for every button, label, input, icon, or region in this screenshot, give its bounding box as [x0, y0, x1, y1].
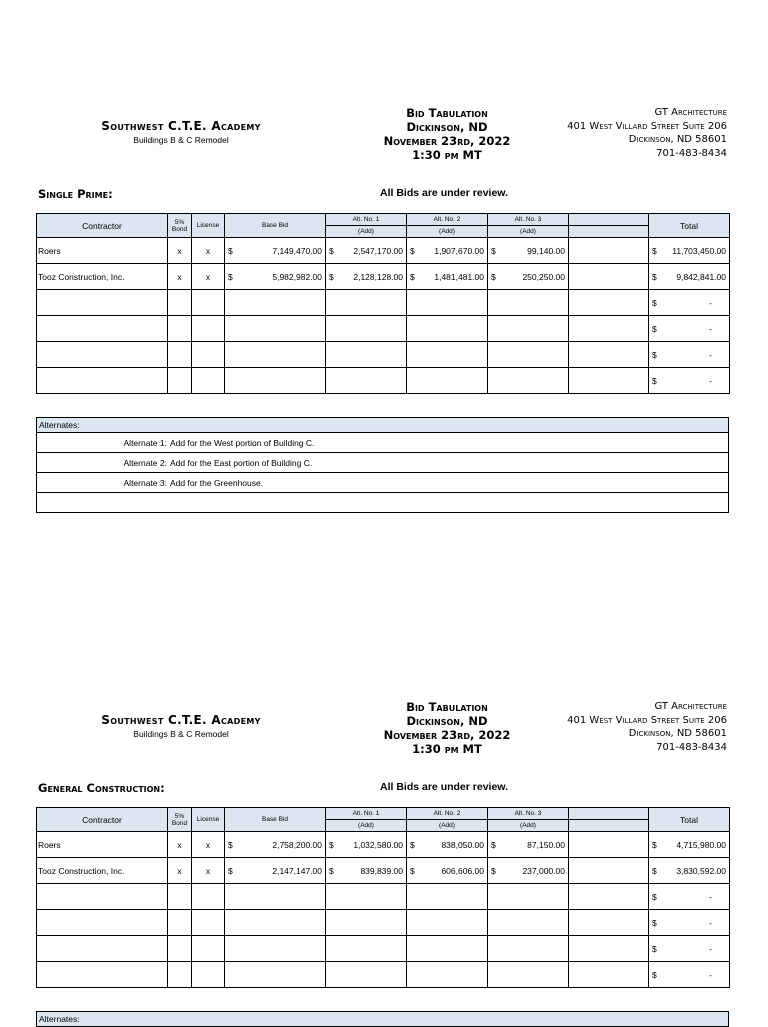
license-mark: x: [192, 238, 225, 264]
col-blank: [569, 214, 649, 226]
firm-address: 401 West Villard Street Suite 206: [567, 714, 727, 726]
col-license: License: [192, 808, 225, 832]
col-alt1-add: (Add): [326, 226, 407, 238]
bid-row: [37, 264, 730, 290]
col-base-bid: Base Bid: [225, 808, 326, 832]
bond-mark: x: [168, 264, 192, 290]
project-name: Buildings B & C Remodel: [133, 135, 229, 145]
col-contractor: Contractor: [37, 808, 168, 832]
doc-date: November 23rd, 2022: [383, 728, 511, 742]
school-block: [36, 713, 326, 739]
total-cell: $ -: [649, 368, 730, 394]
alternate-label: Alternate 1:: [123, 437, 167, 448]
bid-table: [36, 213, 730, 394]
alternate-label: Alternate 3:: [123, 477, 167, 488]
firm-block: [467, 700, 727, 754]
firm-name: GT Architecture: [654, 701, 727, 712]
alt2-cell: $ 606,606.00: [407, 858, 488, 884]
alt2-cell: $ 838,050.00: [407, 832, 488, 858]
bid-row: [37, 832, 730, 858]
col-alt2-add: (Add): [407, 226, 488, 238]
col-contractor: Contractor: [37, 214, 168, 238]
review-note: All Bids are under review.: [380, 187, 508, 199]
license-mark: x: [192, 264, 225, 290]
doc-title: Bid Tabulation: [406, 106, 488, 120]
contractor-name: Tooz Construction, Inc.: [37, 858, 168, 884]
bid-row: [37, 238, 730, 264]
firm-city: Dickinson, ND 58601: [628, 728, 727, 739]
bid-category: Single Prime:: [38, 187, 113, 201]
doc-city: Dickinson, ND: [406, 120, 488, 134]
total-cell: $ -: [649, 316, 730, 342]
blank-cell: [569, 238, 649, 264]
alternates-table: [36, 417, 729, 513]
base-bid-cell: $ 5,982,982.00: [225, 264, 326, 290]
col-alt2: Alt. No. 2: [407, 214, 488, 226]
base-bid-cell: $ 7,149,470.00: [225, 238, 326, 264]
firm-name: GT Architecture: [654, 107, 727, 118]
firm-block: [467, 106, 727, 160]
alternate-row: [37, 433, 729, 453]
col-alt1-add: (Add): [326, 820, 407, 832]
firm-address: 401 West Villard Street Suite 206: [567, 120, 727, 132]
total-cell: $ -: [649, 342, 730, 368]
col-bond: 5% Bond: [168, 214, 192, 238]
alternates-heading: Alternates:: [37, 1012, 729, 1027]
col-alt1: Alt. No. 1: [326, 808, 407, 820]
blank-cell: [569, 832, 649, 858]
alternate-row: [37, 473, 729, 493]
license-mark: x: [192, 858, 225, 884]
col-alt3-add: (Add): [488, 820, 569, 832]
alternate-row-empty: [37, 493, 729, 513]
total-cell: $ 11,703,450.00: [649, 238, 730, 264]
col-alt2: Alt. No. 2: [407, 808, 488, 820]
total-cell: $ -: [649, 910, 730, 936]
empty-bid-row: [37, 316, 730, 342]
doc-time: 1:30 pm MT: [412, 742, 482, 756]
empty-bid-row: [37, 910, 730, 936]
col-alt1: Alt. No. 1: [326, 214, 407, 226]
bond-mark: x: [168, 858, 192, 884]
empty-bid-row: [37, 884, 730, 910]
alternate-text: Add for the East portion of Building C.: [170, 457, 313, 468]
col-alt3-add: (Add): [488, 226, 569, 238]
firm-phone: 701-483-8434: [656, 741, 727, 753]
empty-bid-row: [37, 290, 730, 316]
total-cell: $ 9,842,841.00: [649, 264, 730, 290]
base-bid-cell: $ 2,147,147.00: [225, 858, 326, 884]
bid-category: General Construction:: [38, 781, 165, 795]
alternate-text: Add for the West portion of Building C.: [170, 437, 315, 448]
col-blank: [569, 808, 649, 820]
total-cell: $ 3,830,592.00: [649, 858, 730, 884]
total-cell: $ 4,715,980.00: [649, 832, 730, 858]
col-blank-sub: [569, 820, 649, 832]
col-alt2-add: (Add): [407, 820, 488, 832]
blank-cell: [569, 858, 649, 884]
alternate-row: [37, 453, 729, 473]
school-name: Southwest C.T.E. Academy: [101, 713, 261, 727]
contractor-name: Roers: [37, 832, 168, 858]
license-mark: x: [192, 832, 225, 858]
empty-bid-row: [37, 936, 730, 962]
contractor-name: Tooz Construction, Inc.: [37, 264, 168, 290]
col-total: Total: [649, 808, 730, 832]
alt3-cell: $ 250,250.00: [488, 264, 569, 290]
firm-city: Dickinson, ND 58601: [628, 134, 727, 145]
alt1-cell: $ 839,839.00: [326, 858, 407, 884]
alternate-text: Add for the Greenhouse.: [170, 477, 264, 488]
total-cell: $ -: [649, 290, 730, 316]
review-note: All Bids are under review.: [380, 781, 508, 793]
alt1-cell: $ 1,032,580.00: [326, 832, 407, 858]
col-license: License: [192, 214, 225, 238]
total-cell: $ -: [649, 962, 730, 988]
alt1-cell: $ 2,547,170.00: [326, 238, 407, 264]
alt1-cell: $ 2,128,128.00: [326, 264, 407, 290]
empty-bid-row: [37, 342, 730, 368]
doc-time: 1:30 pm MT: [412, 148, 482, 162]
col-blank-sub: [569, 226, 649, 238]
blank-cell: [569, 264, 649, 290]
alternates-heading: Alternates:: [37, 418, 729, 433]
bond-mark: x: [168, 832, 192, 858]
empty-bid-row: [37, 962, 730, 988]
contractor-name: Roers: [37, 238, 168, 264]
alt2-cell: $ 1,907,670.00: [407, 238, 488, 264]
base-bid-cell: $ 2,758,200.00: [225, 832, 326, 858]
doc-city: Dickinson, ND: [406, 714, 488, 728]
alternates-table: [36, 1011, 729, 1027]
col-base-bid: Base Bid: [225, 214, 326, 238]
alternate-label: Alternate 2:: [123, 457, 167, 468]
alt2-cell: $ 1,481,481.00: [407, 264, 488, 290]
school-block: [36, 119, 326, 145]
doc-date: November 23rd, 2022: [383, 134, 511, 148]
bond-mark: x: [168, 238, 192, 264]
col-alt3: Alt. No. 3: [488, 214, 569, 226]
total-cell: $ -: [649, 936, 730, 962]
firm-phone: 701-483-8434: [656, 147, 727, 159]
project-name: Buildings B & C Remodel: [133, 729, 229, 739]
bid-table: [36, 807, 730, 988]
col-total: Total: [649, 214, 730, 238]
col-bond: 5% Bond: [168, 808, 192, 832]
alt3-cell: $ 99,140.00: [488, 238, 569, 264]
total-cell: $ -: [649, 884, 730, 910]
empty-bid-row: [37, 368, 730, 394]
alt3-cell: $ 87,150.00: [488, 832, 569, 858]
doc-title: Bid Tabulation: [406, 700, 488, 714]
school-name: Southwest C.T.E. Academy: [101, 119, 261, 133]
alt3-cell: $ 237,000.00: [488, 858, 569, 884]
bid-row: [37, 858, 730, 884]
col-alt3: Alt. No. 3: [488, 808, 569, 820]
